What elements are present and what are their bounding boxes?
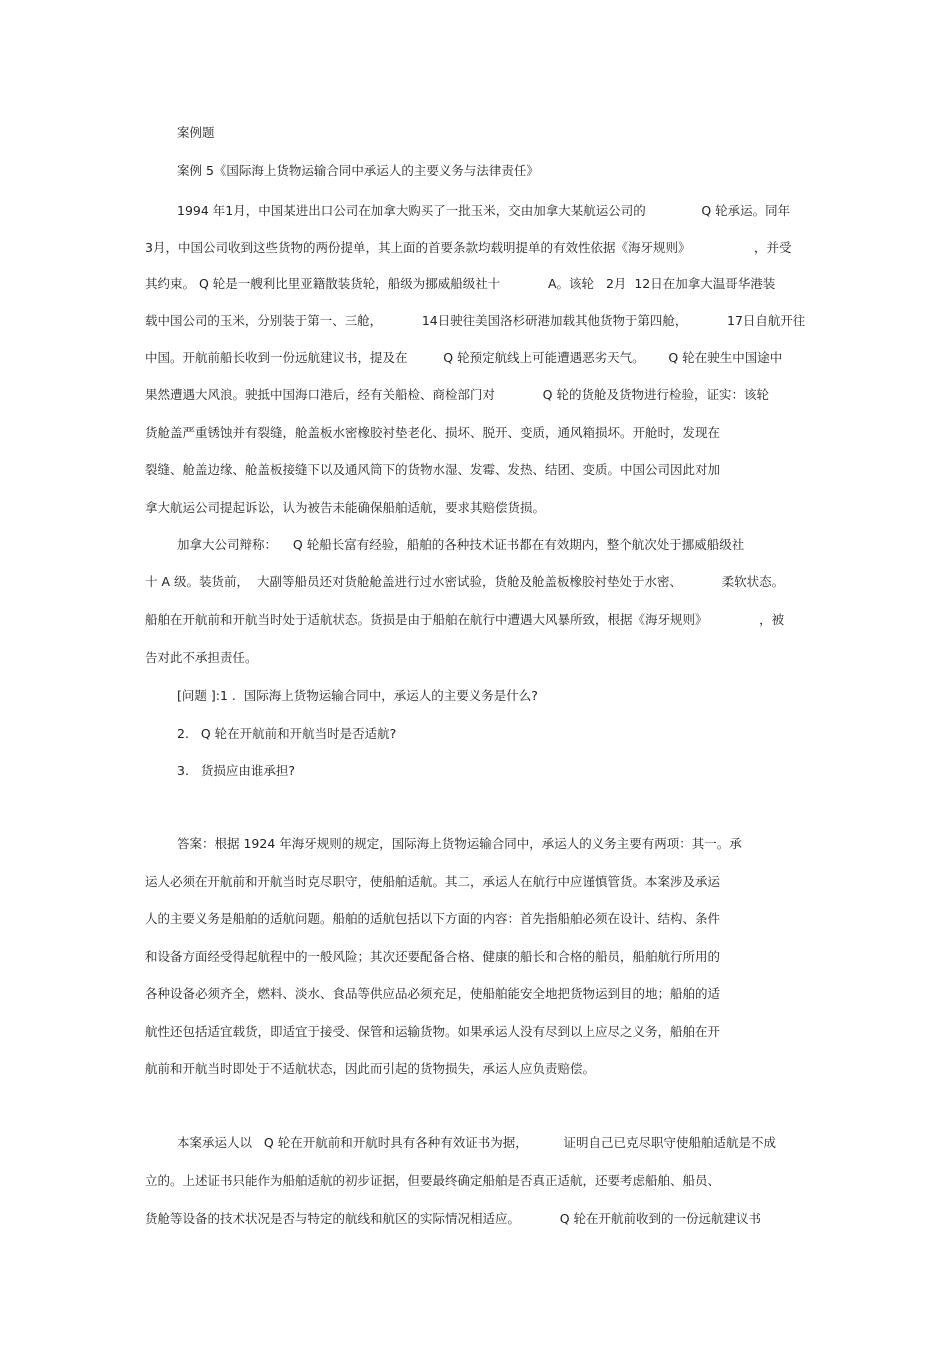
question-item: 2. Q 轮在开航前和开航当时是否适航? xyxy=(177,726,397,741)
text-line: 加拿大公司辩称： Q 轮船长富有经验，船舶的各种技术证书都在有效期内，整个航次处于挪威船级社 xyxy=(177,537,745,552)
question-item: [问题 ]:1 . 国际海上货物运输合同中，承运人的主要义务是什么? xyxy=(177,688,538,703)
text-line: 货舱等设备的技术状况是否与特定的航线和航区的实际情况相适应。 Q 轮在开航前收到的一份远航建议书 xyxy=(145,1211,762,1226)
text-line: 告对此不承担责任。 xyxy=(145,650,258,665)
text-line: 十 A 级。装货前， 大副等船员还对货舱舱盖进行过水密试验，货舱及舱盖板橡胶衬垫处于水密、 柔软状态。 xyxy=(145,574,785,589)
text-line: 立的。上述证书只能作为船舶适航的初步证据，但要最终确定船舶是否真正适航，还要考虑船舶、船员、 xyxy=(145,1173,721,1188)
text-line: 载中国公司的玉米，分别装于第一、三舱， 14日驶往美国洛杉研港加载其他货物于第四舱， 17日自航开往 xyxy=(145,313,806,328)
question-item: 3. 货损应由谁承担? xyxy=(177,763,295,778)
text-line: 拿大航运公司提起诉讼，认为被告未能确保船舶适航，要求其赔偿货损。 xyxy=(145,500,546,515)
case-title: 案例 5《国际海上货物运输合同中承运人的主要义务与法律责任》 xyxy=(177,163,539,178)
text-line: 其约束。 Q 轮是一艘利比里亚籍散装货轮，船级为挪威船级社十 A。该轮 2月 12日在加拿大温哥华港装 xyxy=(145,276,776,291)
text-line: 船舶在开航前和开航当时处于适航状态。货损是由于船舶在航行中遭遇大风暴所致，根据《海牙规则》 ，被 xyxy=(145,612,785,627)
text-line: 答案：根据 1924 年海牙规则的规定，国际海上货物运输合同中，承运人的义务主要有两项：其一。承 xyxy=(177,836,742,851)
text-line: 和设备方面经受得起航程中的一般风险；其次还要配备合格、健康的船长和合格的船员，船舶航行所用的 xyxy=(145,949,721,964)
text-line: 各种设备必须齐全，燃料、淡水、食品等供应品必须充足，使船舶能安全地把货物运到目的地；船舶的适 xyxy=(145,986,721,1001)
text-line: 3月，中国公司收到这些货物的两份提单，其上面的首要条款均载明提单的有效性依据《海牙规则》 ，并受 xyxy=(145,240,792,255)
text-line: 货舱盖严重锈蚀并有裂缝，舱盖板水密橡胶衬垫老化、损坏、脱开、变质，通风箱损坏。开舱时，发现在 xyxy=(145,425,721,440)
text-line: 航性还包括适宜载货，即适宜于接受、保管和运输货物。如果承运人没有尽到以上应尽之义务，船舶在开 xyxy=(145,1024,721,1039)
text-line: 1994 年1月，中国某进出口公司在加拿大购买了一批玉米，交由加拿大某航运公司的 Q 轮承运。同年 xyxy=(177,203,791,218)
text-line: 航前和开航当时即处于不适航状态，因此而引起的货物损失，承运人应负责赔偿。 xyxy=(145,1061,596,1076)
text-line: 裂缝、舱盖边缘、舱盖板接缝下以及通风筒下的货物水湿、发霉、发热、结团、变质。中国公司因此对加 xyxy=(145,462,721,477)
document-heading: 案例题 xyxy=(177,125,215,140)
text-line: 中国。开航前船长收到一份远航建议书，提及在 Q 轮预定航线上可能遭遇恶劣天气。 Q 轮在驶生中国途中 xyxy=(145,350,783,365)
text-line: 本案承运人以 Q 轮在开航前和开航时具有各种有效证书为据， 证明自己已克尽职守使船舶适航是不成 xyxy=(177,1135,776,1150)
text-line: 果然遭遇大风浪。驶抵中国海口港后，经有关船检、商检部门对 Q 轮的货舱及货物进行检验，证实：该轮 xyxy=(145,387,769,402)
text-line: 运人必须在开航前和开航当时克尽职守，使船舶适航。其二，承运人在航行中应谨慎管货。本案涉及承运 xyxy=(145,874,721,889)
text-line: 人的主要义务是船舶的适航问题。船舶的适航包括以下方面的内容：首先指船舶必须在设计、结构、条件 xyxy=(145,911,721,926)
